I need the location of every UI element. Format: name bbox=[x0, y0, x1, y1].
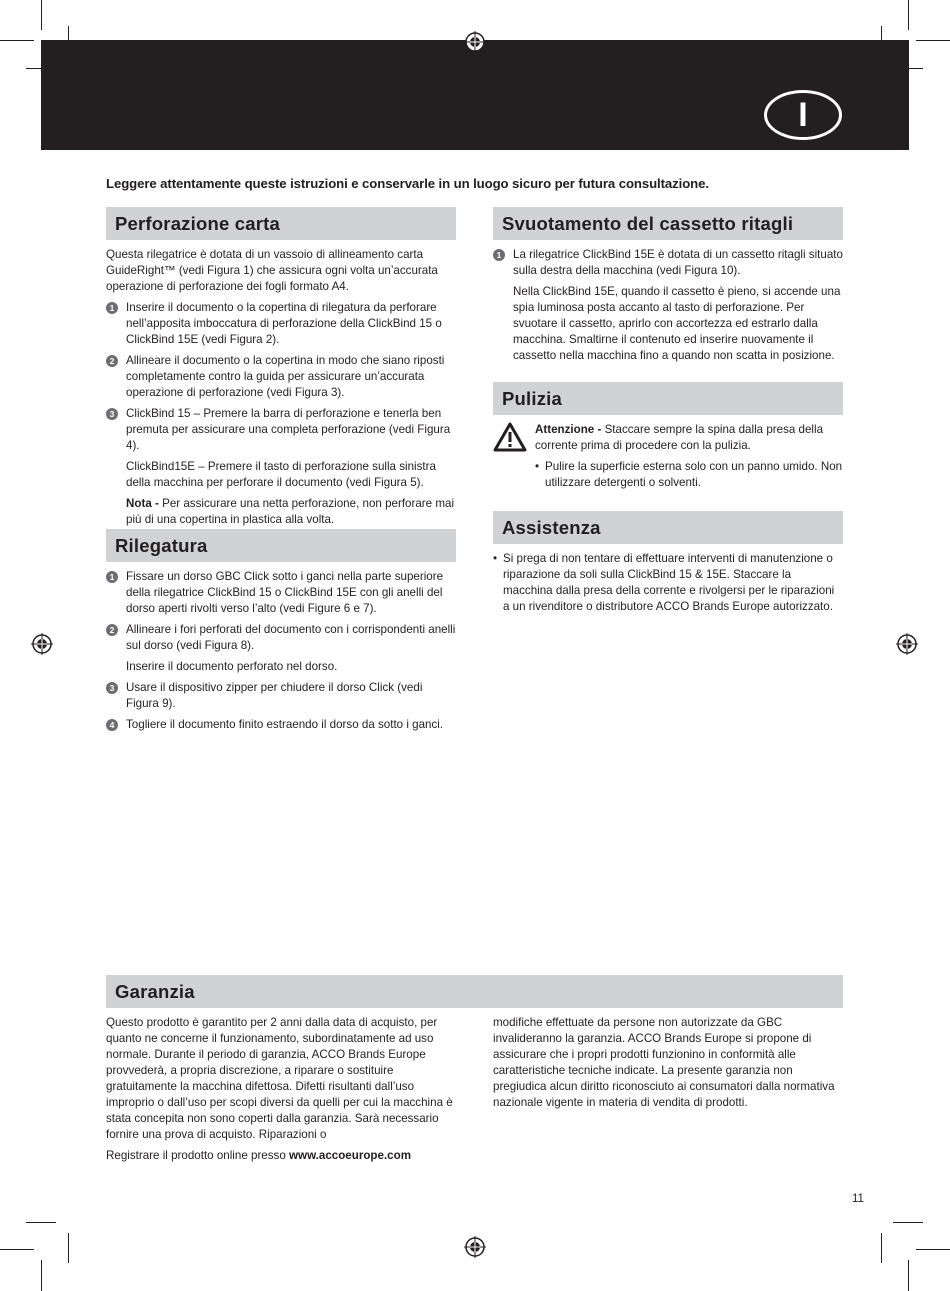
list-item bbox=[493, 247, 843, 279]
step-number-icon: 4 bbox=[106, 719, 118, 731]
list-item-text: Usare il dispositivo zipper per chiudere il dorso Click (vedi Figura 9). bbox=[126, 681, 423, 710]
list-item bbox=[106, 680, 456, 712]
list-item bbox=[106, 622, 456, 654]
crop-mark bbox=[41, 1260, 42, 1291]
bullet-item: • Si prega di non tentare di effettuare interventi di manutenzione o riparazione da soli sulla ClickBind 15 & 15E. Staccare la macchina dalla presa della corrente e rivolgersi per le riparazioni a un rivenditore o distributore ACCO Brands Europe autorizzato. bbox=[493, 551, 843, 615]
crop-mark bbox=[26, 1222, 56, 1223]
list-item bbox=[106, 406, 456, 454]
crop-mark bbox=[893, 1222, 923, 1223]
paragraph: ClickBind15E – Premere il tasto di perforazione sulla sinistra della macchina per perforare il documento (vedi Figura 5). bbox=[126, 460, 436, 489]
rilegatura-section bbox=[106, 529, 456, 738]
paragraph: Questo prodotto è garantito per 2 anni dalla data di acquisto, per quanto ne concerne il funzionamento, subordinatamente ad uso normale. Durante il periodo di garanzia, ACCO Brands Europe provvederà, a propria discrezione, a riparare o sostituire gratuitamente la macchina difettosa. Difetti risultanti dall’uso improprio o dall’uso per scopi diversi da quelli per cui la macchina è stata concepita non sono coperti dalla garanzia. Sarà necessario fornire una prova di acquisto. Riparazioni o bbox=[106, 1016, 453, 1141]
list-item-text: ClickBind 15 – Premere la barra di perforazione e tenerla ben premuta per assicurare una completa perforazione (vedi Figura 4). bbox=[126, 407, 451, 452]
step-number-icon: 1 bbox=[106, 302, 118, 314]
svuotamento-section bbox=[493, 207, 843, 369]
crop-mark bbox=[881, 1233, 882, 1263]
note-text: Per assicurare una netta perforazione, non perforare mai più di una copertina in plastica alla volta. bbox=[126, 497, 455, 526]
crop-mark bbox=[41, 0, 42, 30]
step-number-icon: 3 bbox=[106, 408, 118, 420]
crop-mark bbox=[908, 1260, 909, 1291]
section-heading: Rilegatura bbox=[106, 529, 456, 562]
list-item bbox=[106, 300, 456, 348]
crop-mark bbox=[916, 1249, 950, 1250]
list-item-text: La rilegatrice ClickBind 15E è dotata di un cassetto ritagli situato sulla destra della macchina (vedi Figura 10). bbox=[513, 248, 843, 277]
step-number-icon: 1 bbox=[106, 571, 118, 583]
intro-text: Leggere attentamente queste istruzioni e conservarle in un luogo sicuro per futura consultazione. bbox=[106, 176, 709, 191]
list-item-text: Fissare un dorso GBC Click sotto i ganci nella parte superiore della rilegatrice ClickBind 15 o ClickBind 15E con gli anelli del dorso aperti rivolti verso l’alto (vedi Figure 6 e 7). bbox=[126, 570, 444, 615]
garanzia-right-column bbox=[493, 1015, 843, 1116]
list-item-text: Inserire il documento o la copertina di rilegatura da perforare nell’apposita imboccatura di perforazione della ClickBind 15 o ClickBind 15E (vedi Figura 2). bbox=[126, 301, 442, 346]
section-heading: Garanzia bbox=[106, 975, 843, 1008]
registration-mark-icon bbox=[896, 633, 918, 655]
perforazione-section bbox=[106, 207, 456, 533]
page-number: 11 bbox=[852, 1193, 864, 1205]
bullet-item: • Pulire la superficie esterna solo con un panno umido. Non utilizzare detergenti o solventi. bbox=[535, 459, 843, 491]
step-number-icon: 2 bbox=[106, 355, 118, 367]
list-item-text: Togliere il documento finito estraendo il dorso da sotto i ganci. bbox=[126, 718, 444, 731]
registration-mark-icon bbox=[31, 633, 53, 655]
list-item-text: Allineare i fori perforati del documento con i corrispondenti anelli sul dorso (vedi Figura 8). bbox=[126, 623, 456, 652]
warning-triangle-icon bbox=[493, 422, 527, 452]
step-number-icon: 1 bbox=[493, 249, 505, 261]
register-link[interactable]: www.accoeurope.com bbox=[289, 1149, 412, 1162]
register-line bbox=[106, 1148, 456, 1164]
note bbox=[106, 496, 456, 528]
section-heading: Assistenza bbox=[493, 511, 843, 544]
paragraph: Questa rilegatrice è dotata di un vassoio di allineamento carta GuideRight™ (vedi Figura 1) che assicura ogni volta un’accurata operazione di perforazione dei fogli formato A4. bbox=[106, 248, 438, 293]
paragraph: Nella ClickBind 15E, quando il cassetto è pieno, si accende una spia luminosa posta accanto al tasto di perforazione. Per svuotare il cassetto, aprirlo con accortezza ed estrarlo dalla macchina. Smaltirne il contenuto ed inserire nuovamente il cassetto nella macchina fino a quando non scatta in posizione. bbox=[513, 285, 841, 362]
warning bbox=[493, 422, 843, 454]
crop-mark bbox=[0, 1249, 34, 1250]
language-badge: I bbox=[764, 90, 842, 140]
registration-mark-icon bbox=[464, 31, 486, 53]
section-heading: Svuotamento del cassetto ritagli bbox=[493, 207, 843, 240]
list-item-text: Allineare il documento o la copertina in modo che siano riposti completamente contro la guida per assicurare un’accurata operazione di perforazione (vedi Figura 3). bbox=[126, 354, 445, 399]
pulizia-section bbox=[493, 382, 843, 496]
crop-mark bbox=[0, 40, 34, 41]
paragraph: modifiche effettuate da persone non autorizzate da GBC invalideranno la garanzia. ACCO Brands Europe si propone di assicurare che i propri prodotti funzionino in conformità alle caratteristiche tecniche indicate. La presente garanzia non pregiudica alcun diritto riconosciuto ai consumatori dalla normativa nazionale vigente in materia di vendita di prodotti. bbox=[493, 1016, 835, 1109]
assistenza-section bbox=[493, 511, 843, 620]
warning-text: Staccare sempre la spina dalla presa della corrente prima di procedere con la pulizia. bbox=[535, 423, 824, 452]
paragraph: Inserire il documento perforato nel dorso. bbox=[126, 660, 338, 673]
list-item bbox=[106, 353, 456, 401]
registration-mark-icon bbox=[464, 1236, 486, 1258]
crop-mark bbox=[916, 40, 950, 41]
step-number-icon: 3 bbox=[106, 682, 118, 694]
step-number-icon: 2 bbox=[106, 624, 118, 636]
list-item bbox=[106, 717, 456, 733]
list-item bbox=[106, 569, 456, 617]
note-label: Nota - bbox=[126, 497, 159, 510]
register-text: Registrare il prodotto online presso bbox=[106, 1149, 290, 1162]
garanzia-left-column bbox=[106, 1015, 456, 1169]
crop-mark bbox=[908, 0, 909, 30]
crop-mark bbox=[68, 1233, 69, 1263]
section-heading: Pulizia bbox=[493, 382, 843, 415]
section-heading: Perforazione carta bbox=[106, 207, 456, 240]
warning-label: Attenzione - bbox=[535, 423, 602, 436]
